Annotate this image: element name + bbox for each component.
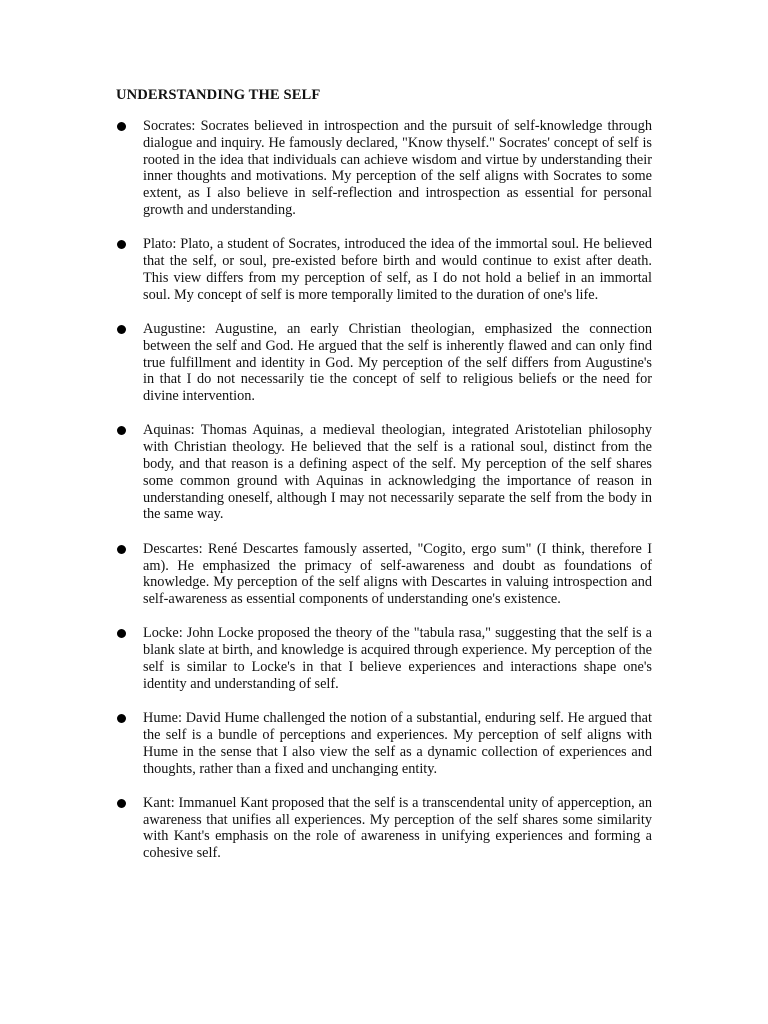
list-item-augustine xyxy=(116,321,652,405)
bullet-icon xyxy=(117,629,126,638)
list-item-socrates xyxy=(116,118,652,219)
list-item-text: Aquinas: Thomas Aquinas, a medieval theologian, integrated Aristotelian philosophy with Christian theology. He believed that the self is a rational soul, distinct from the body, and that reason is a defining aspect of the self. My perception of the self shares some common ground with Aquinas in acknowledging the importance of reason in understanding oneself, although I may not necessarily separate the self from the body in the same way. xyxy=(143,422,652,523)
list-item-locke xyxy=(116,625,652,692)
bullet-icon xyxy=(117,325,126,334)
list-item-text: Locke: John Locke proposed the theory of the "tabula rasa," suggesting that the self is a blank slate at birth, and knowledge is acquired through experience. My perception of the self is similar to Locke's in that I believe experiences and interactions shape one's identity and understanding of self. xyxy=(143,625,652,692)
bullet-icon xyxy=(117,545,126,554)
list-item-text: Kant: Immanuel Kant proposed that the self is a transcendental unity of apperception, an awareness that unifies all experiences. My perception of the self shares some similarity with Kant's emphasis on the role of awareness in unifying experiences and forming a cohesive self. xyxy=(143,794,652,862)
document-title: UNDERSTANDING THE SELF xyxy=(116,87,321,103)
bullet-icon xyxy=(117,122,126,131)
bullet-icon xyxy=(117,799,126,808)
list-item-aquinas xyxy=(116,422,652,523)
list-item-text: Plato: Plato, a student of Socrates, introduced the idea of the immortal soul. He believed that the self, or soul, pre-existed before birth and would continue to exist after death. This view differs from my perception of self, as I do not hold a belief in an immortal soul. My concept of self is more temporally limited to the duration of one's life. xyxy=(143,236,652,303)
bullet-list xyxy=(116,118,652,862)
bullet-icon xyxy=(117,714,126,723)
list-item-descartes xyxy=(116,541,652,608)
list-item-text: Hume: David Hume challenged the notion of a substantial, enduring self. He argued that the self is a bundle of perceptions and experiences. My perception of self aligns with Hume in the sense that I also view the self as a dynamic collection of experiences and thoughts, rather than a fixed and unchanging entity. xyxy=(143,710,652,777)
bullet-icon xyxy=(117,426,126,435)
document-page xyxy=(116,86,652,879)
list-item-kant xyxy=(116,795,652,862)
list-item-text: Descartes: René Descartes famously asserted, "Cogito, ergo sum" (I think, therefore I am). He emphasized the primacy of self-awareness and doubt as foundations of knowledge. My perception of the self aligns with Descartes in valuing introspection and self-awareness as essential components of understanding one's existence. xyxy=(143,540,652,608)
list-item-hume xyxy=(116,710,652,777)
list-item-text: Socrates: Socrates believed in introspection and the pursuit of self-knowledge through dialogue and inquiry. He famously declared, "Know thyself." Socrates' concept of self is rooted in the idea that individuals can achieve wisdom and virtue by understanding their inner thoughts and motivations. My perception of the self aligns with Socrates to some extent, as I also believe in self-reflection and introspection as essential for personal growth and understanding. xyxy=(143,118,652,218)
list-item-plato xyxy=(116,236,652,303)
list-item-text: Augustine: Augustine, an early Christian theologian, emphasized the connection between the self and God. He argued that the self is inherently flawed and can only find true fulfillment and identity in God. My perception of the self differs from Augustine's in that I do not necessarily tie the concept of self to religious beliefs or the need for divine intervention. xyxy=(143,320,652,405)
bullet-icon xyxy=(117,240,126,249)
